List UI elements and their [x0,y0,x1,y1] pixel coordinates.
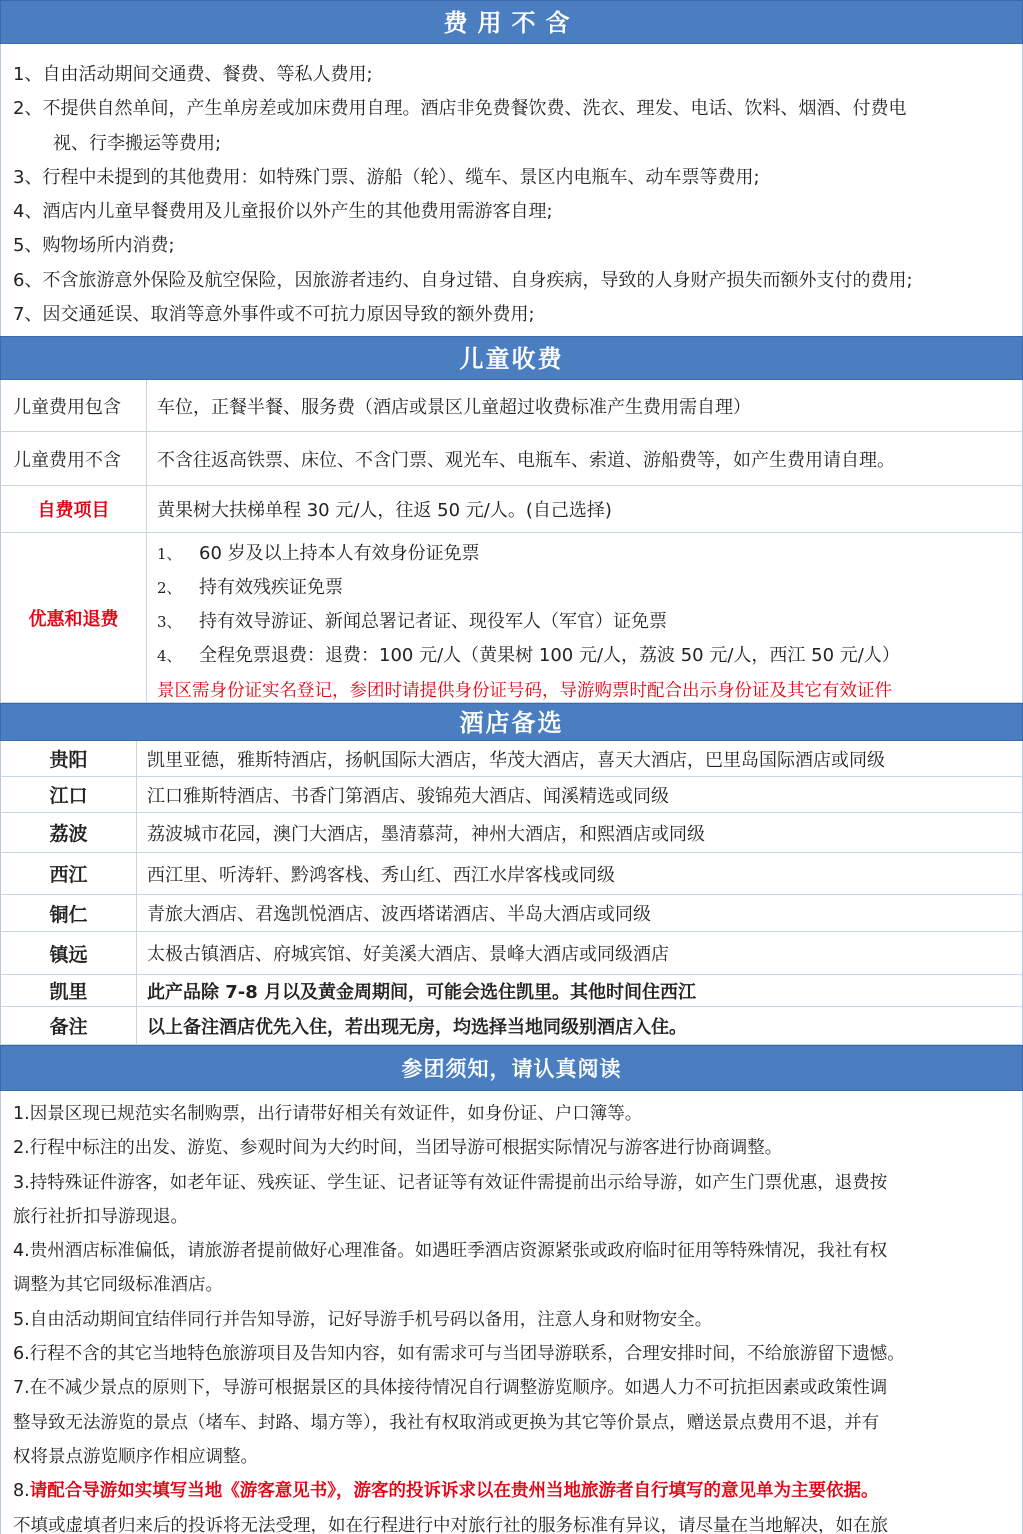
notice-line: 整导致无法游览的景点（堵车、封路、塌方等），我社有权取消或更换为其它等价景点，赠送景点费用不退，并有 [13,1412,880,1433]
hotel-list: 江口雅斯特酒店、书香门第酒店、骏锦苑大酒店、闻溪精选或同级 [147,785,669,807]
fees-excluded-item: 2、不提供自然单间，产生单房差或加床费用自理。酒店非免费餐饮费、洗衣、理发、电话、饮料、烟酒、付费电 [13,98,907,120]
hotel-options-title: 酒店备选 [459,709,564,737]
hotel-list: 西江里、听涛轩、黔鸿客栈、秀山红、西江水岸客栈或同级 [147,864,615,886]
notice-line: 3.持特殊证件游客，如老年证、残疾证、学生证、记者证等有效证件需提前出示给导游，如产生门票优惠，退费按 [13,1172,888,1193]
discount-refund-label: 优惠和退费 [1,533,147,702]
fees-excluded-title: 费用不含 [443,9,580,37]
notice-line: 7.在不减少景点的原则下，导游可根据景区的具体接待情况自行调整游览顺序。如遇人力不可抗拒因素或政策性调 [13,1378,888,1399]
notice-line-feedback: 8.请配合导游如实填写当地《游客意见书》，游客的投诉诉求以在贵州当地旅游者自行填写的意见单为主要依据。 [13,1481,879,1502]
notice-header [0,1045,1023,1091]
hotel-row [0,853,1023,895]
notice-list [0,1091,1023,1534]
hotel-row [0,813,1023,853]
hotel-city: 备注 [1,1007,137,1044]
fees-excluded-item: 视、行李搬运等费用; [53,132,222,154]
hotel-city: 贵阳 [1,741,137,776]
children-included-value: 车位，正餐半餐、服务费（酒店或景区儿童超过收费标准产生费用需自理） [157,396,751,418]
discount-refund-list [147,533,900,702]
notice-line: 1.因景区现已规范实名制购票，出行请带好相关有效证件，如身份证、户口簿等。 [13,1104,643,1124]
hotel-city: 荔波 [1,813,137,852]
hotel-list: 以上备注酒店优先入住，若出现无房，均选择当地同级别酒店入住。 [147,1016,687,1038]
hotel-city: 铜仁 [1,895,137,931]
hotel-list: 太极古镇酒店、府城宾馆、好美溪大酒店、景峰大酒店或同级酒店 [147,944,669,965]
children-included-row [0,380,1023,432]
discount-refund-row [0,533,1023,703]
discount-item: 3、 持有效导游证、新闻总署记者证、现役军人（军官）证免票 [157,611,667,632]
children-excluded-label: 儿童费用不含 [1,432,147,485]
children-excluded-row [0,432,1023,486]
hotel-list: 此产品除 7-8 月以及黄金周期间，可能会选住凯里。其他时间住西江 [147,981,697,1003]
fees-excluded-item: 3、行程中未提到的其他费用：如特殊门票、游船（轮）、缆车、景区内电瓶车、动车票等费用; [13,166,760,188]
hotel-list: 荔波城市花园，澳门大酒店，墨清慕菏，神州大酒店，和熙酒店或同级 [147,823,705,845]
fees-excluded-item: 4、酒店内儿童早餐费用及儿童报价以外产生的其他费用需游客自理; [13,201,553,223]
discount-note: 景区需身份证实名登记，参团时请提供身份证号码，导游购票时配合出示身份证及其它有效证件 [157,681,892,701]
hotel-row [0,975,1023,1007]
hotel-city: 凯里 [1,975,137,1006]
hotel-row [0,1007,1023,1045]
notice-line: 不填或虚填者归来后的投诉将无法受理，如在行程进行中对旅行社的服务标准有异议，请尽量在当地解决，如在旅 [13,1515,888,1534]
feedback-emphasis: 请配合导游如实填写当地《游客意见书》，游客的投诉诉求以在贵州当地旅游者自行填写的意见单为主要依据。 [29,1481,879,1502]
notice-title: 参团须知，请认真阅读 [401,1057,622,1081]
fees-excluded-item: 7、因交通延误、取消等意外事件或不可抗力原因导致的额外费用; [13,304,535,326]
discount-item: 1、 60 岁及以上持本人有效身份证免票 [157,543,480,564]
optional-items-value: 黄果树大扶梯单程 30 元/人，往返 50 元/人。(自己选择) [157,500,612,521]
hotel-list: 青旅大酒店、君逸凯悦酒店、波西塔诺酒店、半岛大酒店或同级 [147,904,651,925]
notice-line: 旅行社折扣导游现退。 [13,1206,188,1227]
optional-items-label: 自费项目 [1,486,147,532]
optional-items-row [0,486,1023,533]
hotel-row [0,895,1023,932]
discount-item: 4、 全程免票退费：退费：100 元/人（黄果树 100 元/人，荔波 50 元/人，西江 50 元/人） [157,645,900,666]
notice-line: 4.贵州酒店标准偏低，请旅游者提前做好心理准备。如遇旺季酒店资源紧张或政府临时征用等特殊情况，我社有权 [13,1241,888,1262]
hotel-row [0,777,1023,813]
notice-line: 调整为其它同级标准酒店。 [13,1275,223,1296]
hotel-row [0,932,1023,975]
notice-line: 权将景点游览顺序作相应调整。 [13,1446,258,1467]
children-fees-title: 儿童收费 [459,345,564,373]
hotel-city: 镇远 [1,932,137,974]
fees-excluded-item: 5、购物场所内消费; [13,235,175,257]
discount-item: 2、 持有效残疾证免票 [157,577,343,598]
fees-excluded-item: 1、自由活动期间交通费、餐费、等私人费用; [13,64,373,85]
notice-line: 2.行程中标注的出发、游览、参观时间为大约时间，当团导游可根据实际情况与游客进行协商调整。 [13,1138,783,1159]
children-included-label: 儿童费用包含 [1,380,147,431]
fees-excluded-header [0,0,1023,44]
hotel-row [0,741,1023,777]
hotel-city: 江口 [1,777,137,812]
notice-line: 6.行程不含的其它当地特色旅游项目及告知内容，如有需求可与当团导游联系，合理安排时间，不给旅游留下遗憾。 [13,1344,905,1365]
fees-excluded-item: 6、不含旅游意外保险及航空保险，因旅游者违约、自身过错、自身疾病，导致的人身财产损失而额外支付的费用; [13,269,913,291]
children-fees-header [0,336,1023,380]
fees-excluded-list [0,44,1023,336]
notice-line: 5.自由活动期间宜结伴同行并告知导游，记好导游手机号码以备用，注意人身和财物安全。 [13,1309,713,1330]
hotel-city: 西江 [1,853,137,894]
hotel-list: 凯里亚德，雅斯特酒店，扬帆国际大酒店，华茂大酒店，喜天大酒店，巴里岛国际酒店或同级 [147,749,885,771]
children-excluded-value: 不含往返高铁票、床位、不含门票、观光车、电瓶车、索道、游船费等，如产生费用请自理。 [157,449,895,471]
